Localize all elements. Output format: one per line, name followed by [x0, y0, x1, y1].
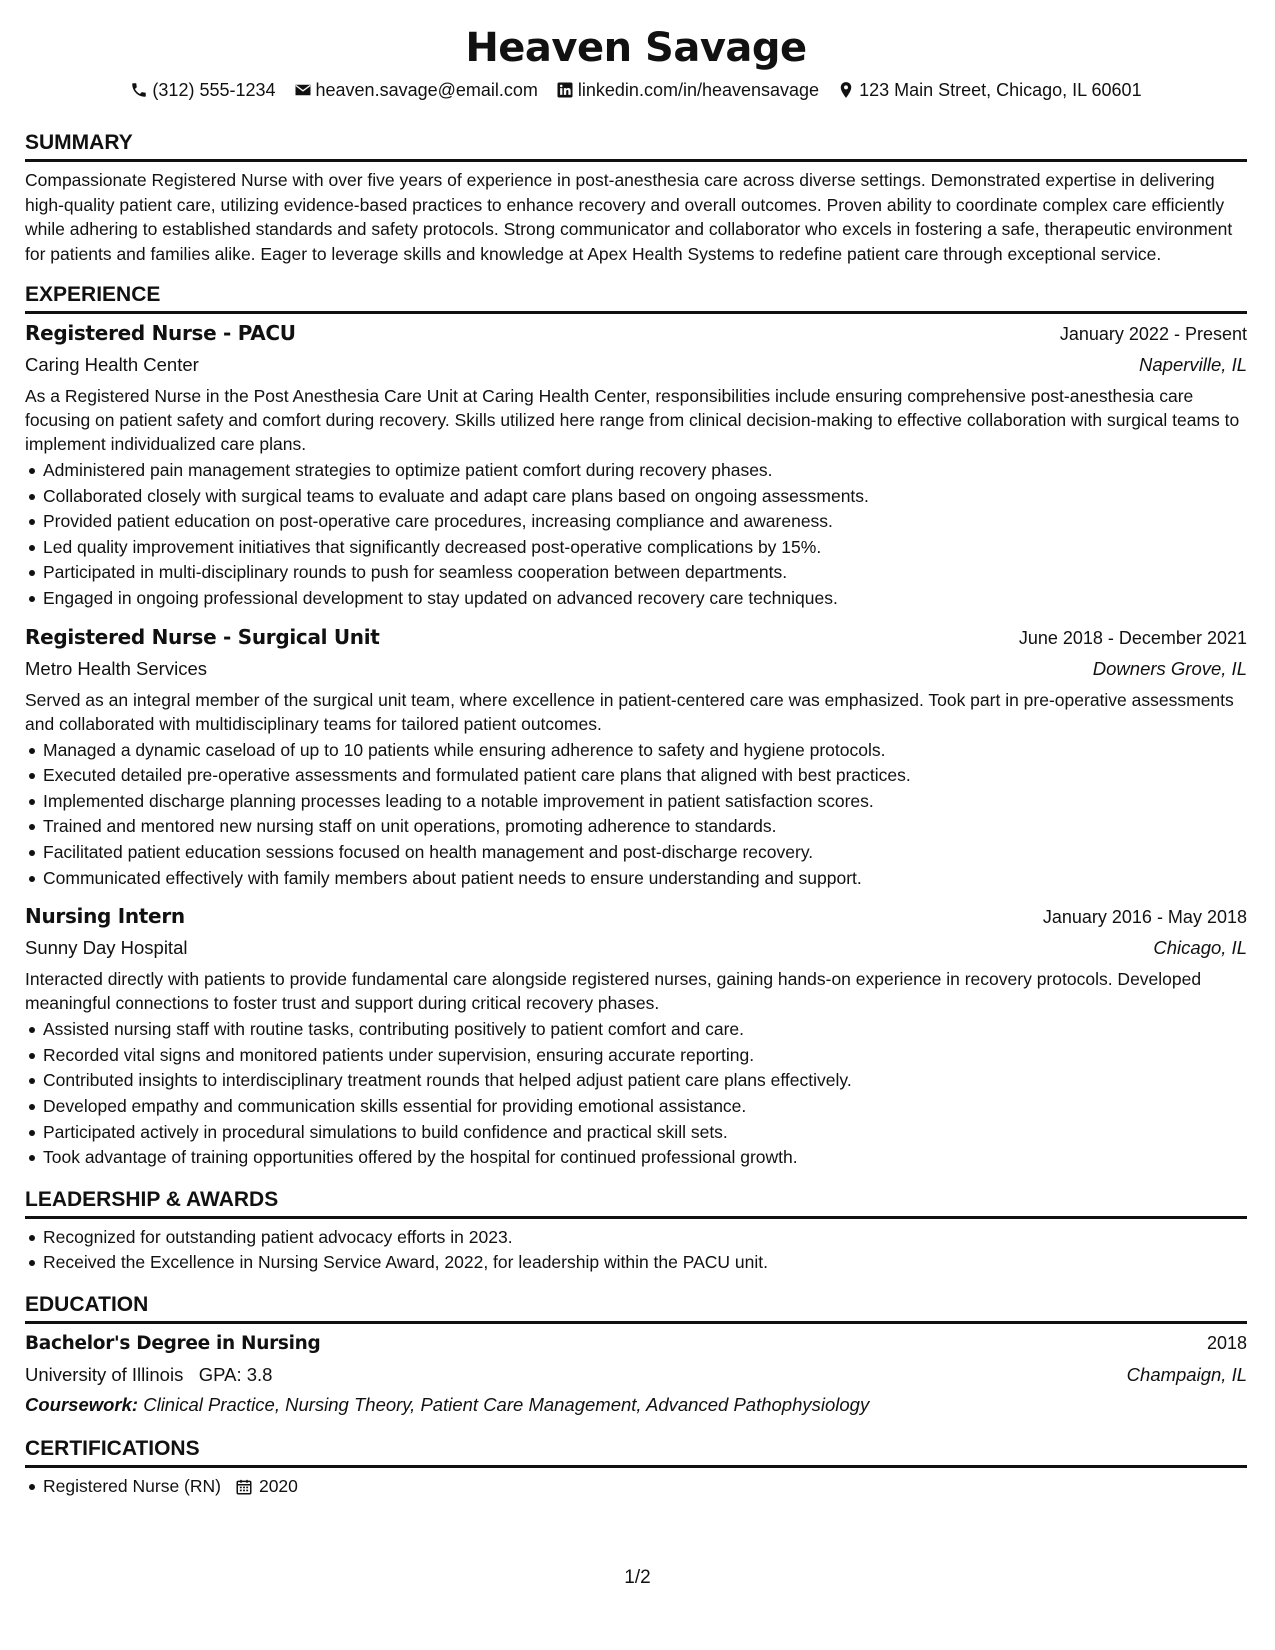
email-text: heaven.savage@email.com	[315, 80, 538, 100]
school-name: University of Illinois	[25, 1363, 184, 1385]
map-pin-icon	[837, 81, 855, 99]
job-location: Chicago, IL	[1153, 937, 1247, 959]
section-title: EDUCATION	[25, 1292, 1247, 1324]
list-item: Participated actively in procedural simulations to build confidence and practical skill sets.	[25, 1120, 1247, 1146]
summary-text: Compassionate Registered Nurse with over five years of experience in post-anesthesia care across diverse settings. Demonstrated expertise in delivering high-quality patient care, utilizing evidence-based practices to enhance recovery and overall outcomes. Proven ability to coordinate complex care efficiently while adhering to established standards and safety protocols. Strong communicator and collaborator who excels in fostering a safe, therapeutic environment for patients and families alike. Eager to leverage skills and knowledge at Apex Health Systems to redefine patient care through exceptional service.	[25, 170, 1233, 264]
address-text: 123 Main Street, Chicago, IL 60601	[859, 80, 1142, 100]
phone-icon	[130, 81, 148, 99]
job-title: Registered Nurse - PACU	[25, 321, 296, 345]
job-location: Downers Grove, IL	[1092, 657, 1247, 679]
section-title: LEADERSHIP & AWARDS	[25, 1187, 1247, 1219]
list-item: Received the Excellence in Nursing Service Award, 2022, for leadership within the PACU unit.	[25, 1250, 1247, 1276]
job-title: Nursing Intern	[25, 904, 185, 929]
job-description: Interacted directly with patients to provide fundamental care alongside registered nurses, gaining hands-on experience in recovery protocols. Developed meaningful connections to foster trust and support during critical recovery phases.	[25, 969, 1202, 1014]
phone-text: (312) 555-1234	[152, 80, 276, 100]
job-location: Naperville, IL	[1139, 354, 1247, 375]
job-bullets	[25, 1017, 1247, 1171]
certification-list	[25, 1474, 1247, 1500]
candidate-name: Heaven Savage	[465, 25, 807, 71]
list-item: Communicated effectively with family members about patient needs to ensure understanding and support.	[25, 866, 1247, 892]
experience-section	[25, 282, 1247, 1171]
list-item: Collaborated closely with surgical teams to evaluate and adapt care plans based on ongoing assessments.	[25, 484, 1247, 510]
school-location: Champaign, IL	[1126, 1363, 1247, 1385]
job-dates: January 2016 - May 2018	[1042, 907, 1247, 928]
linkedin-text: linkedin.com/in/heavensavage	[577, 80, 820, 100]
job-bullets	[25, 458, 1247, 612]
section-title: CERTIFICATIONS	[25, 1436, 1247, 1468]
list-item: Administered pain management strategies to optimize patient comfort during recovery phases.	[25, 458, 1247, 484]
job-entry	[25, 318, 1247, 612]
list-item: Assisted nursing staff with routine tasks, contributing positively to patient comfort and care.	[25, 1017, 1247, 1043]
certifications-section	[25, 1436, 1247, 1500]
calendar-icon	[235, 1478, 253, 1496]
certification-year: 2020	[258, 1475, 298, 1496]
list-item: Recorded vital signs and monitored patients under supervision, ensuring accurate reporting.	[25, 1043, 1247, 1069]
resume-header	[25, 22, 1247, 102]
coursework-line	[25, 1390, 1247, 1420]
job-organization: Caring Health Center	[25, 354, 199, 375]
coursework-label: Coursework:	[25, 1393, 139, 1415]
page-number: 1/2	[624, 1567, 651, 1588]
graduation-year: 2018	[1206, 1332, 1247, 1353]
leadership-bullets	[25, 1225, 1247, 1276]
list-item: Trained and mentored new nursing staff on unit operations, promoting adherence to standards.	[25, 814, 1247, 840]
school-line	[25, 1359, 272, 1390]
list-item: Implemented discharge planning processes leading to a notable improvement in patient satisfaction scores.	[25, 789, 1247, 815]
envelope-icon	[294, 81, 312, 99]
resume-page	[25, 22, 1247, 1499]
list-item: Provided patient education on post-operative care procedures, increasing compliance and awareness.	[25, 509, 1247, 535]
leadership-section	[25, 1187, 1247, 1276]
list-item: Engaged in ongoing professional development to stay updated on advanced recovery care techniques.	[25, 586, 1247, 612]
list-item: Managed a dynamic caseload of up to 10 patients while ensuring adherence to safety and hygiene protocols.	[25, 738, 1247, 764]
linkedin-icon	[556, 81, 574, 99]
gpa: GPA: 3.8	[198, 1363, 273, 1385]
list-item: Contributed insights to interdisciplinary treatment rounds that helped adjust patient care plans effectively.	[25, 1068, 1247, 1094]
list-item: Executed detailed pre-operative assessments and formulated patient care plans that aligned with best practices.	[25, 763, 1247, 789]
section-title: EXPERIENCE	[25, 282, 1247, 314]
job-description: As a Registered Nurse in the Post Anesthesia Care Unit at Caring Health Center, responsibilities include ensuring comprehensive post-anesthesia care focusing on patient safety and comfort during recovery. Skills utilized here range from clinical decision-making to effective collaboration with surgical teams to implement individualized care plans.	[25, 386, 1240, 454]
job-dates: January 2022 - Present	[1059, 324, 1247, 344]
job-dates: June 2018 - December 2021	[1018, 627, 1247, 648]
job-description: Served as an integral member of the surgical unit team, where excellence in patient-centered care was emphasized. Took part in pre-operative assessments and collaborated with multidisciplinary teams for tailored patient outcomes.	[25, 689, 1234, 734]
education-section	[25, 1292, 1247, 1420]
contact-phone[interactable]	[130, 78, 275, 102]
list-item	[25, 1474, 1247, 1500]
job-organization: Metro Health Services	[25, 657, 207, 679]
contact-linkedin[interactable]	[556, 78, 819, 102]
job-entry	[25, 622, 1247, 892]
contact-bar	[25, 78, 1247, 102]
section-title: SUMMARY	[25, 130, 1247, 162]
list-item: Participated in multi-disciplinary rounds to push for seamless cooperation between departments.	[25, 560, 1247, 586]
summary-section	[25, 130, 1247, 266]
list-item: Developed empathy and communication skills essential for providing emotional assistance.	[25, 1094, 1247, 1120]
contact-email[interactable]	[294, 78, 538, 102]
degree-title: Bachelor's Degree in Nursing	[25, 1332, 321, 1354]
job-organization: Sunny Day Hospital	[25, 937, 188, 959]
list-item: Recognized for outstanding patient advocacy efforts in 2023.	[25, 1225, 1247, 1251]
list-item: Facilitated patient education sessions focused on health management and post-discharge recovery.	[25, 840, 1247, 866]
list-item: Took advantage of training opportunities offered by the hospital for continued professional growth.	[25, 1145, 1247, 1171]
list-item: Led quality improvement initiatives that significantly decreased post-operative complications by 15%.	[25, 535, 1247, 561]
job-title: Registered Nurse - Surgical Unit	[25, 624, 380, 649]
coursework-list: Clinical Practice, Nursing Theory, Patient Care Management, Advanced Pathophysiology	[143, 1393, 870, 1415]
contact-address[interactable]	[837, 78, 1142, 102]
job-entry	[25, 901, 1247, 1171]
job-bullets	[25, 738, 1247, 892]
certification-name: Registered Nurse (RN)	[43, 1475, 221, 1496]
